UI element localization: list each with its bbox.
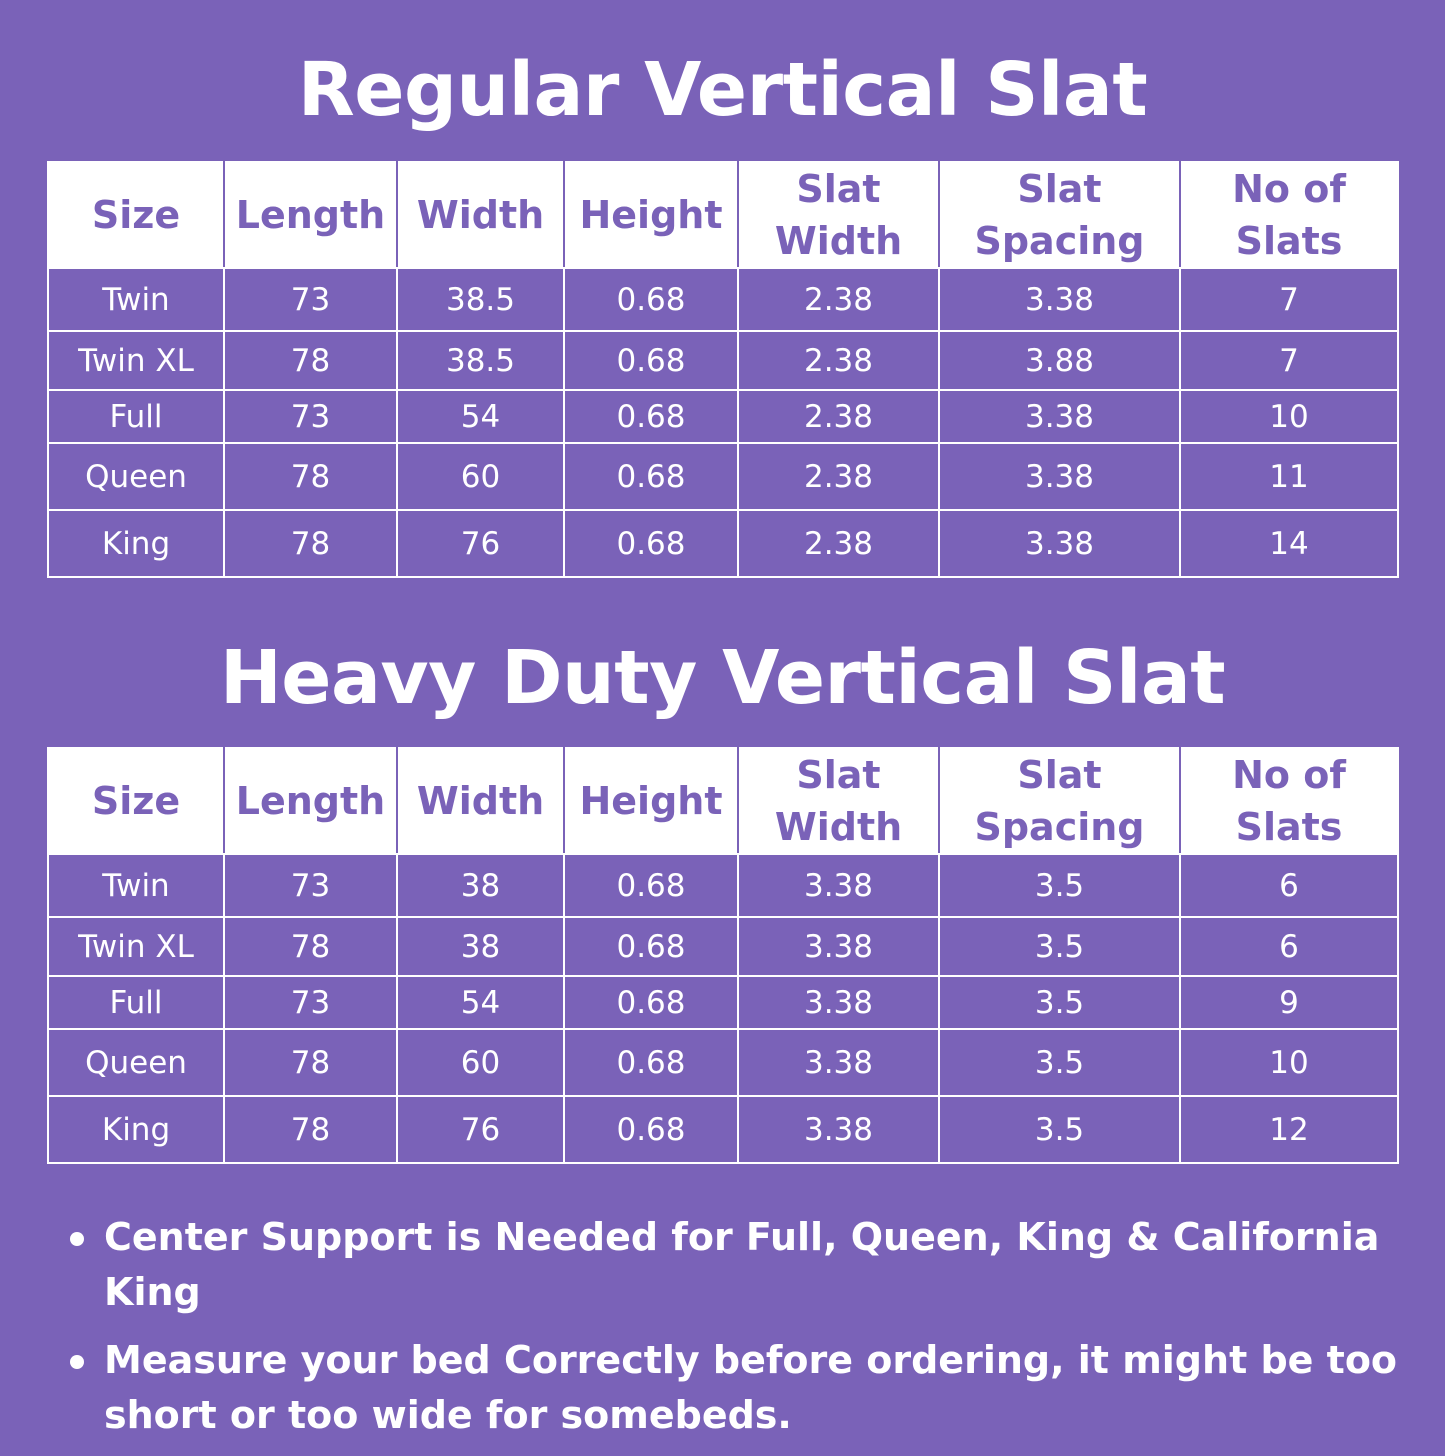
value-cell: 0.68 <box>564 976 738 1029</box>
value-cell: 12 <box>1180 1096 1398 1163</box>
column-header-line: Slats <box>1235 219 1343 263</box>
column-header-line: Slats <box>1235 805 1343 849</box>
value-cell: 38 <box>397 854 564 917</box>
size-cell: Twin XL <box>48 331 224 390</box>
table-row <box>48 443 1398 510</box>
header-row <box>48 162 1398 268</box>
value-cell: 0.68 <box>564 510 738 577</box>
value-cell: 6 <box>1180 854 1398 917</box>
value-cell: 54 <box>397 976 564 1029</box>
value-cell: 73 <box>224 268 397 331</box>
value-cell: 3.38 <box>939 268 1180 331</box>
size-cell: Twin XL <box>48 917 224 976</box>
column-header <box>564 162 738 268</box>
notes-list <box>70 1210 1410 1456</box>
table-row <box>48 390 1398 443</box>
header-row <box>48 748 1398 854</box>
value-cell: 0.68 <box>564 268 738 331</box>
column-header-line: No of <box>1232 753 1346 797</box>
value-cell: 73 <box>224 390 397 443</box>
value-cell: 38.5 <box>397 268 564 331</box>
value-cell: 0.68 <box>564 1096 738 1163</box>
table-row <box>48 917 1398 976</box>
table-row <box>48 510 1398 577</box>
value-cell: 60 <box>397 443 564 510</box>
regular-slat-title: Regular Vertical Slat <box>297 47 1148 133</box>
column-header <box>1180 748 1398 854</box>
value-cell: 3.5 <box>939 976 1180 1029</box>
value-cell: 38.5 <box>397 331 564 390</box>
column-header-line: Slat <box>796 167 881 211</box>
column-header <box>224 748 397 854</box>
column-header <box>564 748 738 854</box>
value-cell: 7 <box>1180 268 1398 331</box>
bullet-icon <box>70 1355 84 1369</box>
value-cell: 3.38 <box>939 510 1180 577</box>
value-cell: 7 <box>1180 331 1398 390</box>
table-row <box>48 1096 1398 1163</box>
value-cell: 54 <box>397 390 564 443</box>
column-header <box>48 162 224 268</box>
value-cell: 60 <box>397 1029 564 1096</box>
value-cell: 73 <box>224 976 397 1029</box>
value-cell: 76 <box>397 1096 564 1163</box>
note-text: Measure your bed Correctly before ordering, it might be too short or too wide for somebeds. <box>104 1338 1398 1437</box>
size-cell: Twin <box>48 268 224 331</box>
value-cell: 3.38 <box>738 1096 939 1163</box>
column-header-line: Size <box>91 193 181 237</box>
note-item <box>70 1210 1410 1320</box>
column-header-line: Length <box>235 193 386 237</box>
column-header <box>738 748 939 854</box>
value-cell: 9 <box>1180 976 1398 1029</box>
column-header-line: Slat <box>1017 753 1102 797</box>
value-cell: 3.88 <box>939 331 1180 390</box>
value-cell: 78 <box>224 1029 397 1096</box>
column-header <box>397 162 564 268</box>
note-item <box>70 1333 1410 1443</box>
value-cell: 2.38 <box>738 390 939 443</box>
table-row <box>48 331 1398 390</box>
value-cell: 0.68 <box>564 390 738 443</box>
size-cell: Full <box>48 390 224 443</box>
column-header-line: Width <box>774 219 903 263</box>
column-header <box>397 748 564 854</box>
column-header-line: Height <box>579 779 723 823</box>
value-cell: 0.68 <box>564 854 738 917</box>
column-header-line: Spacing <box>974 219 1145 263</box>
size-cell: Full <box>48 976 224 1029</box>
column-header <box>939 162 1180 268</box>
value-cell: 38 <box>397 917 564 976</box>
value-cell: 78 <box>224 331 397 390</box>
value-cell: 2.38 <box>738 510 939 577</box>
value-cell: 3.38 <box>738 976 939 1029</box>
size-cell: King <box>48 510 224 577</box>
column-header <box>939 748 1180 854</box>
heavy-duty-slat-table <box>47 747 1399 1164</box>
size-cell: Queen <box>48 443 224 510</box>
table-row <box>48 268 1398 331</box>
heavy-duty-slat-title: Heavy Duty Vertical Slat <box>219 635 1226 721</box>
value-cell: 11 <box>1180 443 1398 510</box>
table-row <box>48 854 1398 917</box>
column-header <box>1180 162 1398 268</box>
column-header-line: Height <box>579 193 723 237</box>
value-cell: 2.38 <box>738 331 939 390</box>
column-header-line: Spacing <box>974 805 1145 849</box>
value-cell: 73 <box>224 854 397 917</box>
size-cell: Twin <box>48 854 224 917</box>
value-cell: 3.38 <box>738 1029 939 1096</box>
value-cell: 78 <box>224 917 397 976</box>
value-cell: 14 <box>1180 510 1398 577</box>
size-cell: King <box>48 1096 224 1163</box>
bullet-icon <box>70 1232 84 1246</box>
column-header-line: Width <box>416 779 545 823</box>
table-row <box>48 976 1398 1029</box>
value-cell: 78 <box>224 1096 397 1163</box>
value-cell: 76 <box>397 510 564 577</box>
value-cell: 3.38 <box>738 917 939 976</box>
value-cell: 2.38 <box>738 443 939 510</box>
value-cell: 0.68 <box>564 443 738 510</box>
column-header-line: Slat <box>1017 167 1102 211</box>
value-cell: 3.5 <box>939 1096 1180 1163</box>
value-cell: 3.5 <box>939 854 1180 917</box>
column-header-line: No of <box>1232 167 1346 211</box>
size-cell: Queen <box>48 1029 224 1096</box>
value-cell: 78 <box>224 443 397 510</box>
value-cell: 10 <box>1180 390 1398 443</box>
column-header <box>224 162 397 268</box>
column-header-line: Size <box>91 779 181 823</box>
regular-slat-table <box>47 161 1399 578</box>
value-cell: 2.38 <box>738 268 939 331</box>
value-cell: 0.68 <box>564 331 738 390</box>
value-cell: 3.38 <box>939 390 1180 443</box>
value-cell: 10 <box>1180 1029 1398 1096</box>
value-cell: 3.38 <box>939 443 1180 510</box>
column-header-line: Width <box>416 193 545 237</box>
value-cell: 3.38 <box>738 854 939 917</box>
column-header <box>48 748 224 854</box>
column-header-line: Slat <box>796 753 881 797</box>
note-text: Center Support is Needed for Full, Queen, King & California King <box>104 1215 1380 1314</box>
value-cell: 3.5 <box>939 917 1180 976</box>
column-header-line: Length <box>235 779 386 823</box>
column-header-line: Width <box>774 805 903 849</box>
value-cell: 3.5 <box>939 1029 1180 1096</box>
value-cell: 6 <box>1180 917 1398 976</box>
value-cell: 0.68 <box>564 1029 738 1096</box>
value-cell: 78 <box>224 510 397 577</box>
table-row <box>48 1029 1398 1096</box>
value-cell: 0.68 <box>564 917 738 976</box>
column-header <box>738 162 939 268</box>
